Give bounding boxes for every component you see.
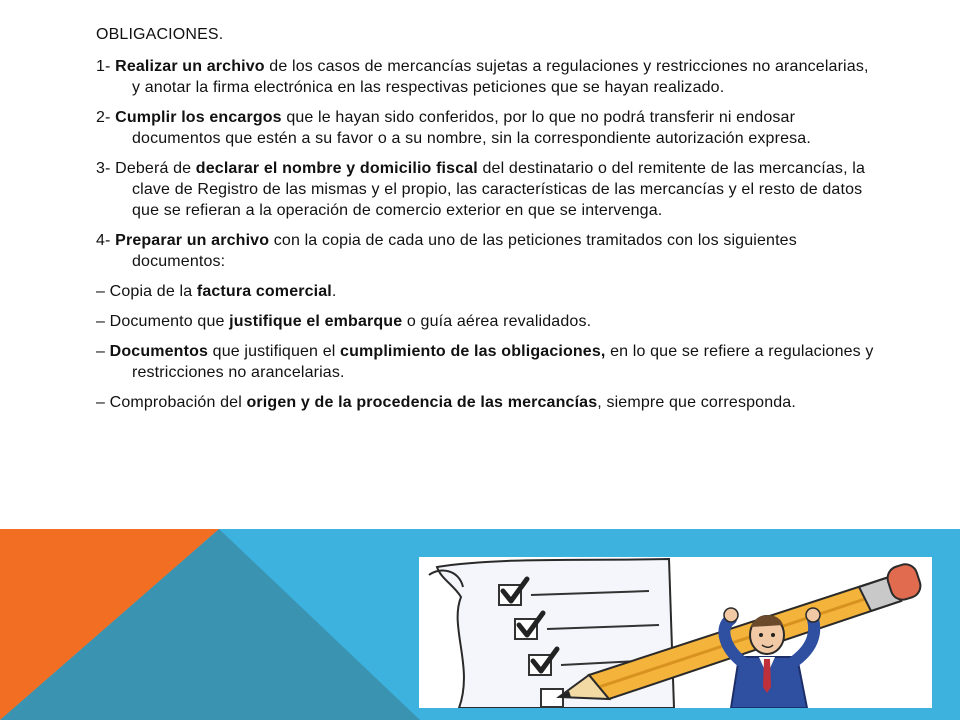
slide-title: OBLIGACIONES. bbox=[96, 26, 224, 43]
obligation-2-keyword: Cumplir los encargos bbox=[115, 109, 282, 126]
checklist-pencil-illustration bbox=[419, 557, 932, 708]
document-item-invoice: – Copia de la factura comercial. bbox=[96, 283, 337, 300]
document-item-invoice-keyword: factura comercial bbox=[196, 283, 332, 300]
obligation-3: 3- Deberá de declarar el nombre y domicilio fiscal del destinatario o del remitente de las mercancías, la clave de Registro de las mismas y el propio, las características de las mercancías y el resto de datos que se refieran a la operación de comercio exterior en que se intervenga. bbox=[96, 160, 866, 219]
obligation-4: 4- Preparar un archivo con la copia de cada uno de las peticiones tramitados con los siguientes documentos: bbox=[96, 232, 797, 270]
obligation-4-keyword: Preparar un archivo bbox=[115, 232, 270, 249]
slide-body bbox=[96, 24, 876, 422]
document-item-shipment-keyword: justifique el embarque bbox=[229, 313, 403, 330]
document-item-origin-keyword: origen y de la procedencia de las mercancías bbox=[246, 394, 598, 411]
obligation-1-keyword: Realizar un archivo bbox=[115, 58, 265, 75]
document-item-compliance: – Documentos que justifiquen el cumplimiento de las obligaciones, en lo que se refiere a regulaciones y restricciones no arancelarias. bbox=[96, 343, 874, 381]
document-item-shipment: – Documento que justifique el embarque o guía aérea revalidados. bbox=[96, 313, 592, 330]
obligation-3-keyword: declarar el nombre y domicilio fiscal bbox=[195, 160, 478, 177]
document-item-origin: – Comprobación del origen y de la procedencia de las mercancías, siempre que corresponda. bbox=[96, 394, 796, 411]
checklist-pencil-icon bbox=[419, 557, 932, 708]
document-item-compliance-keyword-2: cumplimiento de las obligaciones, bbox=[340, 343, 606, 360]
document-item-compliance-keyword: Documentos bbox=[109, 343, 209, 360]
obligation-2: 2- Cumplir los encargos que le hayan sido conferidos, por lo que no podrá transferir ni endosar documentos que estén a su favor o a su nombre, sin la correspondiente autorización expresa. bbox=[96, 109, 811, 147]
obligation-1: 1- Realizar un archivo de los casos de mercancías sujetas a regulaciones y restricciones no arancelarias, y anotar la firma electrónica en las respectivas peticiones que se hayan realizado. bbox=[96, 58, 869, 96]
